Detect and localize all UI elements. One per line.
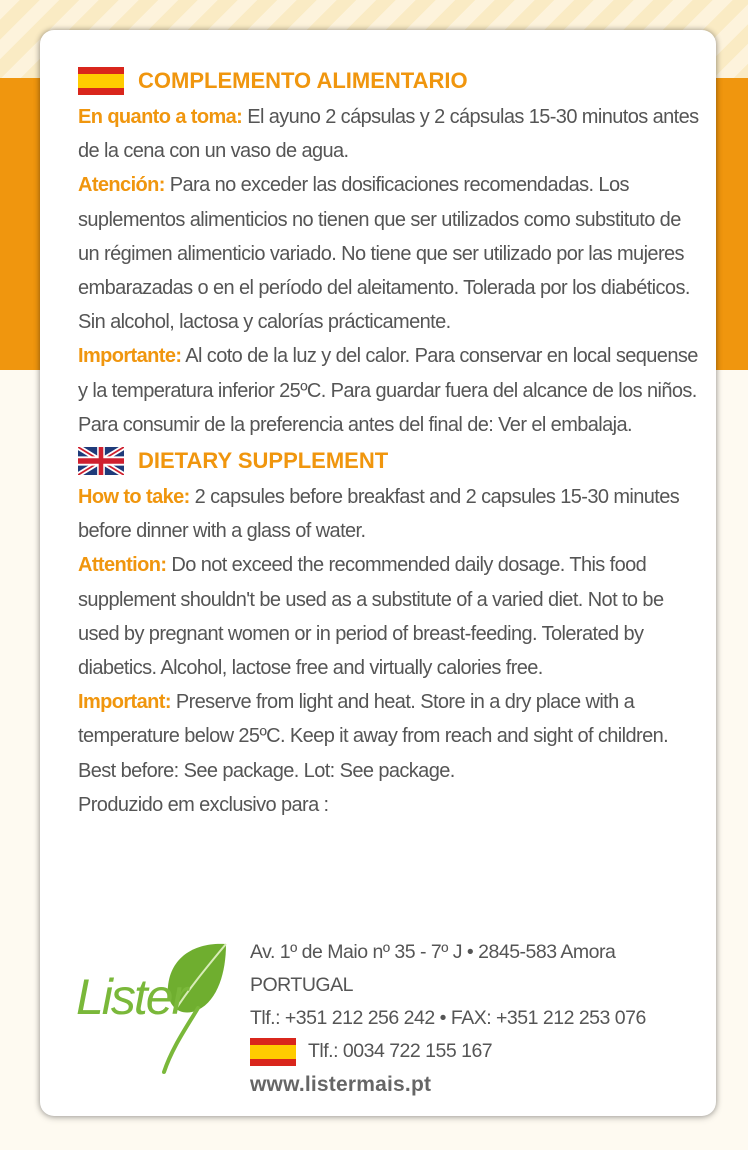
- label-content: [78, 62, 706, 822]
- es-attention-paragraph: [78, 168, 706, 339]
- en-important-paragraph: [78, 685, 706, 788]
- english-section-title: [78, 442, 706, 480]
- en-attention-text: Do not exceed the recommended daily dosage. This food supplement shouldn't be used as a substitute of a varied diet. Not to be used by pregnant women or in period of breast-feeding. Tolerated by diabetics. Alcohol, lactose free and virtually calories free.: [78, 554, 664, 680]
- spain-phone-line: [250, 1035, 710, 1068]
- en-dosage-paragraph: [78, 480, 706, 548]
- es-important-label: Importante:: [78, 345, 182, 368]
- en-dosage-text: 2 capsules before breakfast and 2 capsules 15-30 minutes before dinner with a glass of water.: [78, 486, 680, 543]
- english-title-text: DIETARY SUPPLEMENT: [138, 447, 389, 473]
- en-important-label: Important:: [78, 691, 171, 714]
- spanish-section-title: [78, 62, 706, 100]
- en-attention-paragraph: [78, 548, 706, 685]
- uk-flag-icon: [78, 447, 124, 475]
- en-dosage-label: How to take:: [78, 486, 190, 509]
- lister-logo-text: Lister: [76, 969, 187, 1025]
- spain-phone-text: Tlf.: 0034 722 155 167: [308, 1040, 493, 1062]
- en-important-text: Preserve from light and heat. Store in a dry place with a temperature below 25ºC. Keep it away from reach and sight of children. Best before: See package. Lot: See package.: [78, 691, 669, 782]
- es-important-paragraph: [78, 339, 706, 442]
- es-attention-text: Para no exceder las dosificaciones recomendadas. Los suplementos alimenticios no tienen que ser utilizados como substituto de un régimen alimenticio variado. No tiene que ser utilizado por las mujeres embarazadas o en el período del aleitamento. Tolerada por los diabéticos. Sin alcohol, lactosa y calorías prácticamente.: [78, 174, 690, 334]
- en-attention-label: Attention:: [78, 554, 167, 577]
- spanish-title-text: COMPLEMENTO ALIMENTARIO: [138, 67, 468, 93]
- spain-flag-icon: [250, 1038, 296, 1066]
- label-card: [40, 30, 716, 1116]
- spain-flag-icon: [78, 67, 124, 95]
- company-footer: [40, 936, 716, 1106]
- es-dosage-paragraph: [78, 100, 706, 168]
- address-line-1: Av. 1º de Maio nº 35 - 7º J • 2845-583 Amora: [250, 941, 616, 963]
- website-link[interactable]: www.listermais.pt: [250, 1073, 432, 1096]
- lister-logo: [76, 938, 236, 1078]
- es-dosage-label: En quanto a toma:: [78, 106, 243, 128]
- company-address: [250, 936, 710, 1101]
- phone-fax-line: Tlf.: +351 212 256 242 • FAX: +351 212 253 076: [250, 1007, 646, 1029]
- es-important-text: Al coto de la luz y del calor. Para conservar en local sequense y la temperatura inferior 25ºC. Para guardar fuera del alcance de los niños. Para consumir de la preferencia antes del final de: Ver el embalaja.: [78, 345, 698, 436]
- es-dosage-text: El ayuno 2 cápsulas y 2 cápsulas 15-30 minutos antes de la cena con un vaso de agua.: [78, 106, 699, 163]
- es-attention-label: Atención:: [78, 174, 165, 197]
- address-line-2: PORTUGAL: [250, 974, 353, 996]
- produced-for-text: Produzido em exclusivo para :: [78, 793, 329, 816]
